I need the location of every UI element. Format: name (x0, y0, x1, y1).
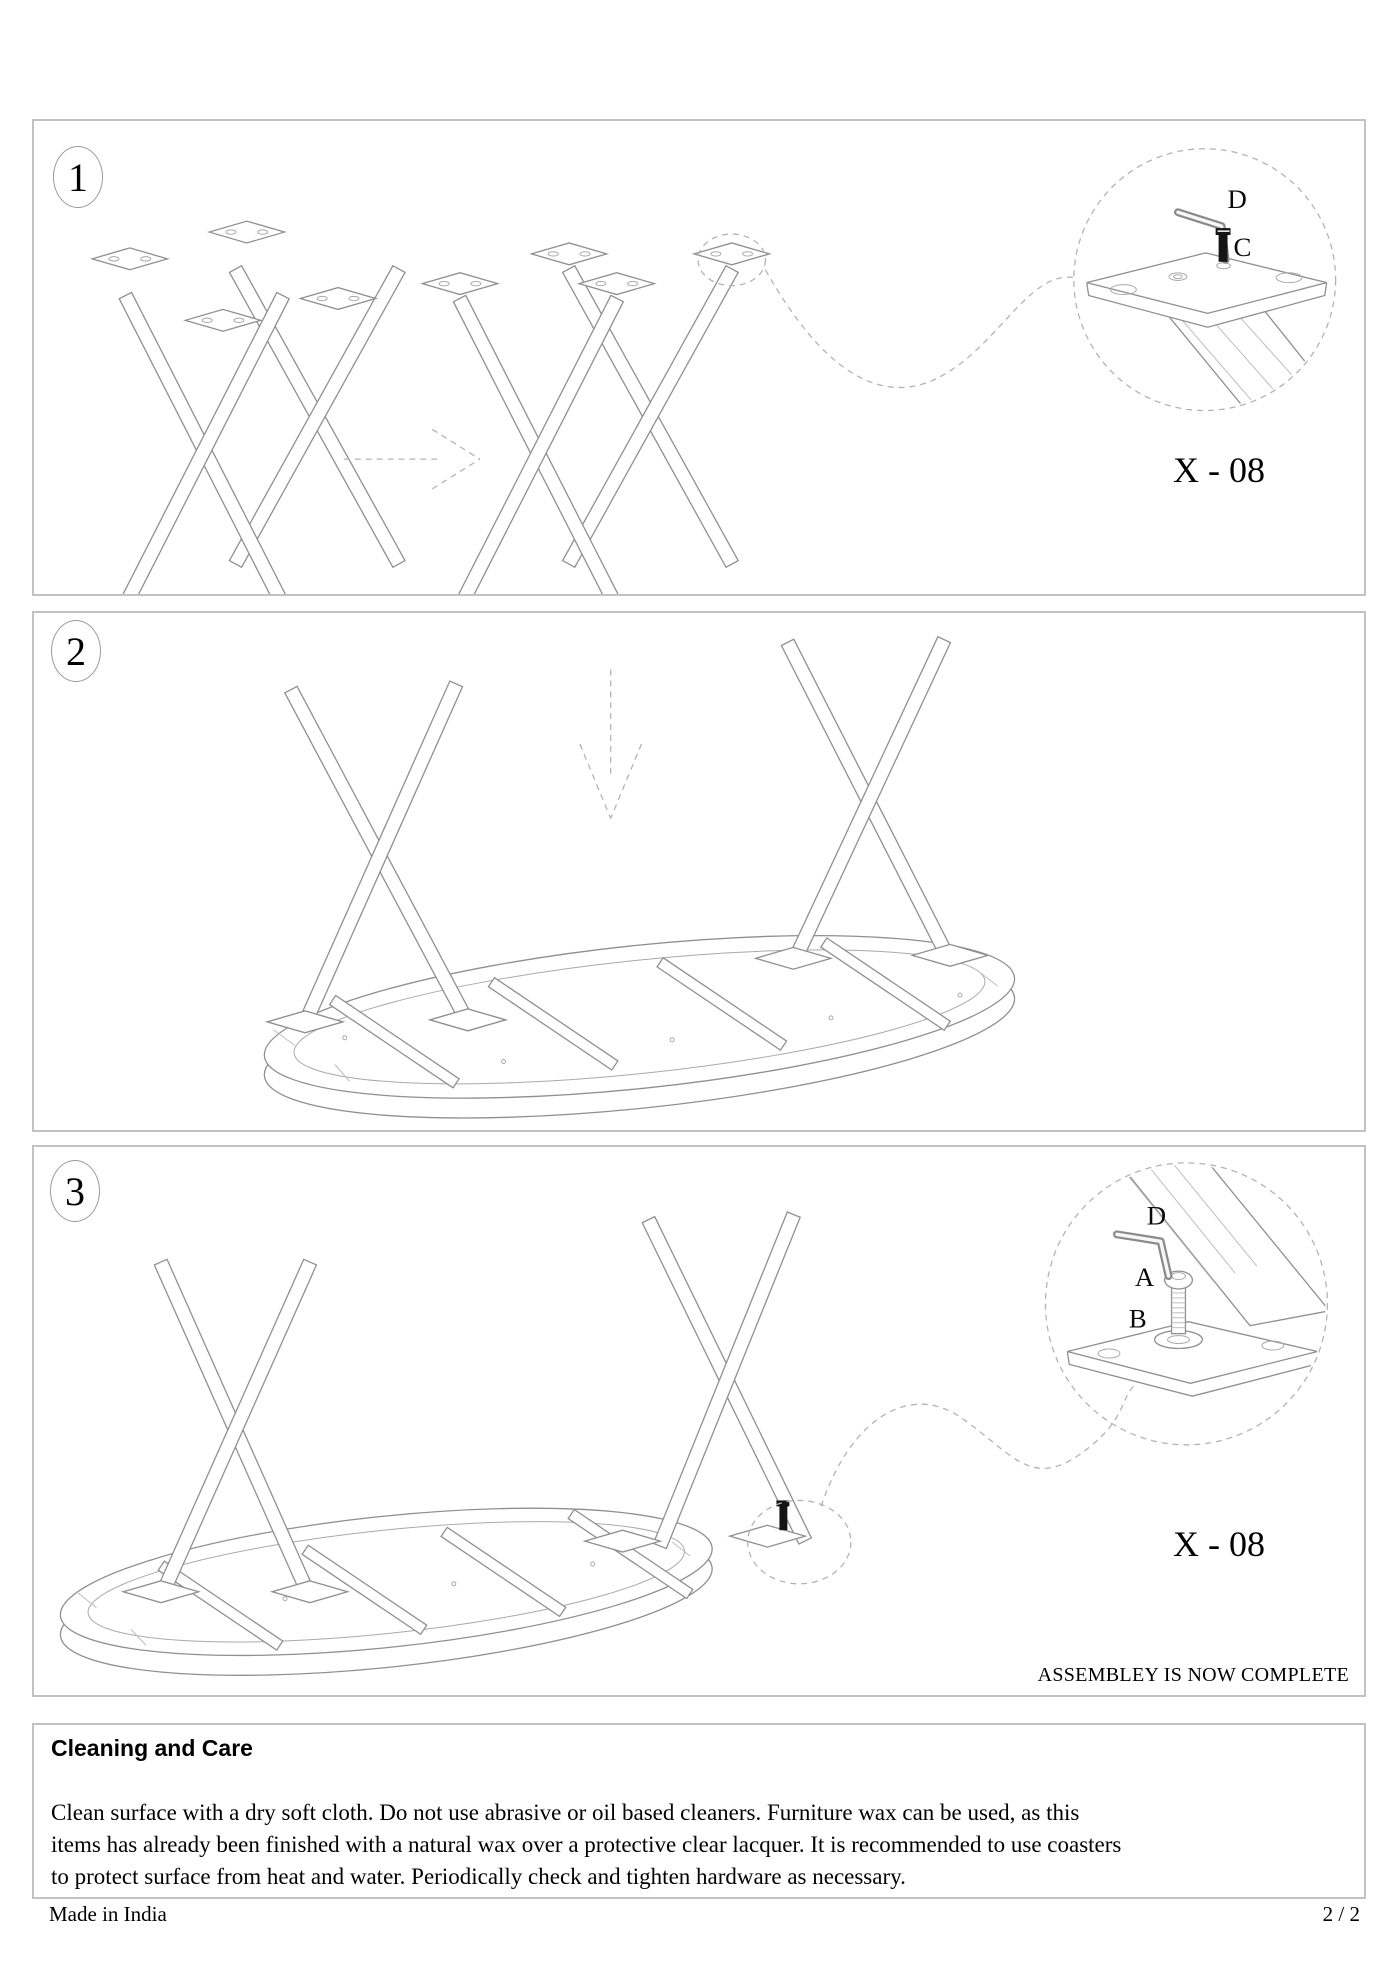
care-text (51, 1797, 1354, 1893)
hex-key-label: D (1227, 184, 1247, 215)
assembly-complete-text: ASSEMBLEY IS NOW COMPLETE (1037, 1664, 1349, 1686)
step2-panel (32, 611, 1366, 1132)
part-code-label: X - 08 (1173, 1524, 1265, 1564)
page-number-text: 2 / 2 (1322, 1902, 1360, 1926)
care-line: items has already been finished with a natural wax over a protective clear lacquer. It is recommended to use coasters (51, 1832, 1122, 1857)
step3-figure (34, 1147, 1364, 1695)
detail-callout-1 (1074, 149, 1347, 427)
tabletop (257, 906, 1022, 1130)
mounting-plate (300, 288, 375, 310)
step-3-number: 3 (65, 1168, 85, 1214)
step3-panel (32, 1145, 1366, 1697)
step-2-number: 2 (66, 628, 86, 674)
care-title: Cleaning and Care (51, 1735, 253, 1761)
step2-figure (34, 613, 1364, 1130)
mounting-plate (422, 273, 497, 295)
mounting-plate (185, 309, 260, 331)
step-1-number: 1 (68, 154, 88, 200)
mounting-plate (209, 221, 284, 243)
made-in-text: Made in India (49, 1902, 167, 1926)
detail-callout-3 (1045, 1153, 1329, 1445)
step-3-badge (50, 1160, 100, 1222)
washer-label: B (1128, 1303, 1147, 1334)
hex-key-label: D (1146, 1200, 1167, 1231)
callout-leader-line (821, 1383, 1137, 1506)
step1-figure (34, 121, 1364, 594)
bolt-label: A (1134, 1261, 1155, 1292)
step-1-badge (53, 146, 103, 208)
mounting-plate (531, 243, 606, 265)
legs-exploded-group (92, 221, 405, 594)
footer (32, 1902, 1366, 1927)
callout-leader-line (765, 270, 1074, 388)
mounting-plate (579, 273, 654, 295)
care-line: Clean surface with a dry soft cloth. Do not use abrasive or oil based cleaners. Furniture wax can be used, as this (51, 1800, 1080, 1825)
leg-frame-right (756, 637, 988, 970)
legs-assembled-group (422, 234, 769, 594)
place-arrow-icon (580, 670, 642, 819)
screw-label: C (1233, 231, 1252, 262)
mounting-plate (694, 243, 769, 265)
assemble-arrow-icon (344, 429, 480, 488)
care-line: to protect surface from heat and water. Periodically check and tighten hardware as necessary. (51, 1864, 906, 1889)
part-code-label: X - 08 (1173, 450, 1265, 490)
step-2-badge (51, 620, 101, 682)
care-box (32, 1723, 1366, 1899)
step1-panel (32, 119, 1366, 596)
mounting-plate (92, 248, 167, 270)
